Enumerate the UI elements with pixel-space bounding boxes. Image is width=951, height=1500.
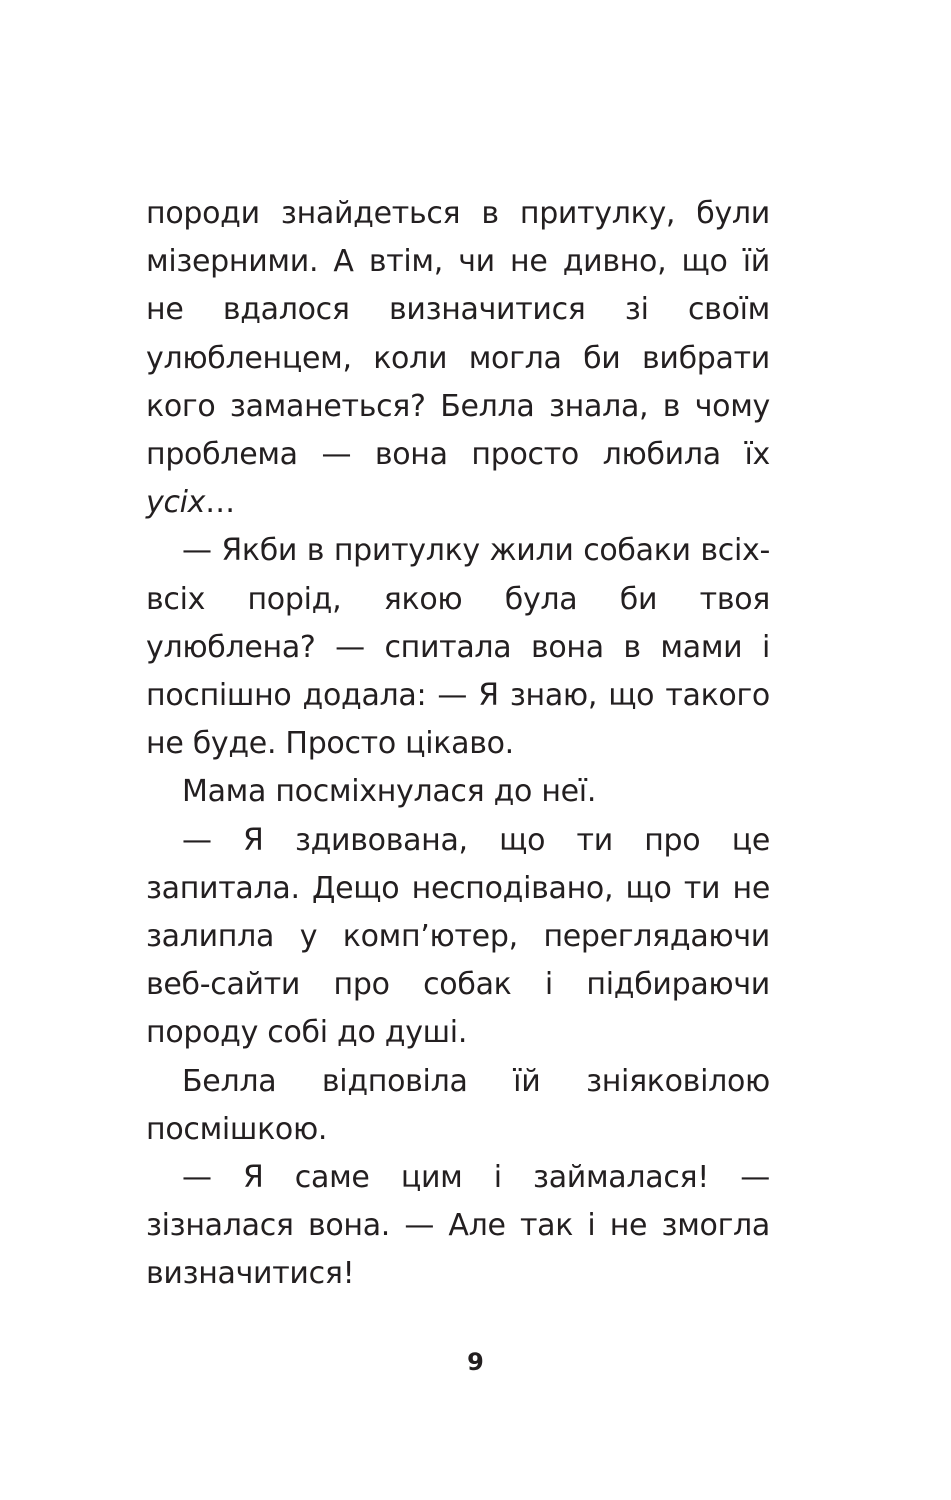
page-number: 9: [467, 1348, 484, 1376]
paragraph-1: породи знайдеться в притулку, були мізерними. А втім, чи не дивно, що їй не вдалося визначитися зі своїм улюбленцем, коли могла би вибрати кого заманеться? Белла знала, в чому проблема — вона просто любила їх усіх…: [146, 196, 770, 521]
emphasized-word: усіх: [146, 485, 206, 521]
paragraph-3: Мама посміхнулася до неї.: [182, 774, 597, 810]
body-text: [146, 190, 770, 1299]
paragraph-4: — Я здивована, що ти про це запитала. Дещо несподівано, що ти не залипла у комп’ютер, переглядаючи веб-сайти про собак і підбираючи породу собі до душі.: [146, 822, 770, 1051]
paragraph-6: — Я саме цим і займалася! — зізналася вона. — Але так і не змогла визначитися!: [146, 1160, 770, 1292]
paragraph-2: — Якби в притулку жили собаки всіх-всіх порід, якою була би твоя улюблена? — спитала вона в мами і поспішно додала: — Я знаю, що такого не буде. Просто цікаво.: [146, 533, 770, 762]
paragraph-5: Белла відповіла їй зніяковілою посмішкою.: [146, 1063, 770, 1147]
